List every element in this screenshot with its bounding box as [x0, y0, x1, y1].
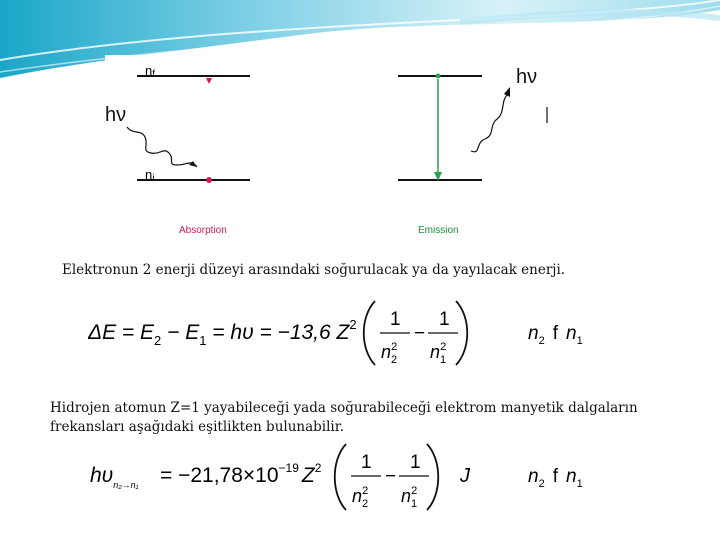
- frac3-num: 1: [361, 452, 372, 473]
- minus-sign: −: [414, 323, 426, 344]
- condition1: $n_2$ f $n_1$: [528, 323, 583, 347]
- energy-caption: Elektronun 2 enerji düzeyi arasındaki soğurulacak ya da yayılacak enerji.: [62, 262, 566, 278]
- frac1-den: $n_22$: [381, 341, 398, 366]
- condition2: $n_2$ f $n_1$: [528, 466, 583, 490]
- frac4-num: 1: [410, 452, 421, 473]
- minus-sign-2: −: [385, 466, 397, 487]
- electron-dot-left: [206, 177, 212, 183]
- electron-dot-right: [436, 74, 441, 79]
- left-paren: [364, 301, 375, 365]
- absorption-caption: Absorption: [179, 225, 227, 236]
- frac2-num: 1: [439, 309, 450, 330]
- photon-label-right: hν: [516, 66, 538, 88]
- frac2-den: $n_12$: [430, 341, 447, 366]
- energy-equation: [88, 297, 608, 374]
- energy-level-diagram: [105, 55, 550, 245]
- svg-text:hυn₂→n₁: $h\upsilon_{n_2\to n_1}$: [90, 464, 139, 490]
- incoming-photon-wave: [127, 127, 197, 167]
- photon-label-left: hν: [105, 104, 127, 126]
- outgoing-photon-wave: [471, 95, 507, 152]
- hydrogen-paragraph: Hidrojen atomun Z=1 yayabileceği yada soğurabileceği elektrom manyetik dalgaların frekansları aşağıdaki eşitlikten bulunabilir.: [50, 400, 638, 435]
- left-paren-2: [335, 444, 346, 510]
- frac4-den: $n_12$: [401, 485, 418, 510]
- photon-arrowhead-right: [504, 87, 510, 97]
- svg-text:ΔE = E2 − E1 = hυ = −13,6 Z2: $\Delta E = E_2 - E_1 = h\upsilon = -13,6$ $Z^2$: [88, 317, 357, 348]
- photon-arrowhead-left: [189, 161, 197, 167]
- svg-text:= −21,78×10−19Z2: = $-21,78\times 10^{-19}$ $Z^2$: [160, 461, 322, 487]
- frequency-equation: [88, 440, 608, 520]
- unit-joule: J: [460, 465, 470, 487]
- emission-caption: Emission: [418, 225, 459, 236]
- nf-label: nf: [145, 63, 156, 80]
- frac1-num: 1: [390, 309, 401, 330]
- upper-marker-left: [206, 78, 212, 84]
- right-paren-2: [427, 444, 438, 510]
- ni-label: ni: [145, 167, 155, 184]
- frac3-den: $n_22$: [352, 485, 369, 510]
